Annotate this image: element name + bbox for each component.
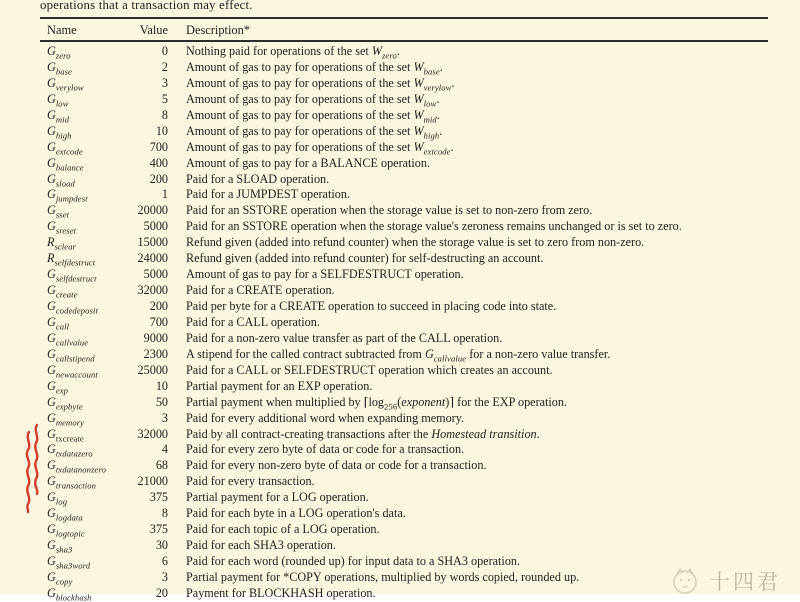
table-row: [0, 474, 800, 490]
name-cell: $G_{zero}$: [47, 44, 71, 61]
name-cell: $G_{sha3word}$: [47, 554, 91, 571]
name-cell: $G_{newaccount}$: [47, 362, 98, 380]
table-row: [0, 124, 800, 140]
table-row: [0, 363, 800, 379]
name-cell: $G_{sload}$: [47, 171, 75, 188]
value-cell: 400: [149, 155, 168, 170]
table-header: [0, 23, 800, 38]
table-row: [0, 203, 800, 219]
description-cell: Amount of gas to pay for operations of the set $W_{high}$.: [186, 123, 443, 141]
value-cell: 1: [161, 187, 168, 202]
value-cell: 700: [149, 139, 168, 154]
description-cell: Partial payment for a LOG operation.: [186, 490, 369, 505]
table-row: [0, 44, 800, 60]
value-cell: 375: [149, 490, 168, 505]
name-cell: $G_{jumpdest}$: [47, 187, 88, 204]
table-row: [0, 76, 800, 92]
table-row: [0, 235, 800, 251]
table-row: [0, 379, 800, 395]
description-cell: Paid for every non-zero byte of data or code for a transaction.: [186, 458, 487, 473]
table-row: [0, 490, 800, 506]
description-cell: Paid for each word (rounded up) for input data to a SHA3 operation.: [186, 554, 521, 568]
description-cell: Paid for each byte in a LOG operation's data.: [186, 506, 406, 521]
name-cell: $G_{callstipend}$: [47, 346, 95, 364]
table-row: [0, 458, 800, 474]
value-cell: 6: [161, 554, 168, 568]
description-cell: Paid for every transaction.: [186, 474, 315, 489]
table-row: [0, 60, 800, 76]
table-header-rule: [40, 40, 768, 42]
name-cell: $G_{callvalue}$: [47, 330, 89, 348]
description-cell: Amount of gas to pay for a SELFDESTRUCT operation.: [186, 267, 464, 282]
table-row: [0, 538, 800, 554]
value-cell: 3: [161, 410, 168, 425]
table-row: [0, 427, 800, 443]
intro-text: operations that a transaction may effect.: [40, 0, 253, 12]
description-cell: Paid for a non-zero value transfer as part of the CALL operation.: [186, 330, 503, 345]
value-cell: 30: [155, 538, 168, 553]
name-cell: $G_{mid}$: [47, 107, 70, 125]
description-cell: Refund given (added into refund counter) when the storage value is set to zero from non-zero.: [186, 235, 645, 250]
description-cell: Paid for a SLOAD operation.: [186, 171, 330, 186]
description-cell: Partial payment for *COPY operations, multiplied by words copied, rounded up.: [186, 569, 580, 584]
name-cell: $G_{verylow}$: [47, 75, 84, 93]
name-cell: $G_{high}$: [47, 123, 72, 141]
value-cell: 5: [161, 91, 168, 106]
table-row: [0, 315, 800, 331]
name-cell: $G_{sha3}$: [47, 538, 73, 555]
name-cell: $G_{expbyte}$: [47, 394, 83, 412]
name-cell: $G_{codedeposit}$: [47, 299, 98, 316]
name-cell: $G_{base}$: [47, 59, 72, 77]
description-cell: Partial payment when multiplied by $⌈\log_{256}(exponent)⌉$ for the EXP operation.: [186, 394, 568, 412]
table-row: [0, 442, 800, 458]
name-cell: $G_{txdatanonzero}$: [47, 458, 106, 475]
value-cell: 15000: [137, 235, 168, 250]
name-cell: $G_{txcreate}$: [47, 426, 84, 443]
value-cell: 0: [161, 44, 168, 58]
description-cell: Paid for a CALL or SELFDESTRUCT operation which creates an account.: [186, 362, 553, 377]
description-cell: Paid for a CALL operation.: [186, 314, 320, 329]
name-cell: $G_{selfdestruct}$: [47, 267, 97, 284]
table-row: [0, 283, 800, 299]
name-cell: $G_{create}$: [47, 283, 78, 300]
table-row: [0, 219, 800, 235]
watermark-text: 十四君: [709, 570, 781, 594]
description-cell: Amount of gas to pay for operations of the set $W_{low}$.: [186, 91, 440, 109]
value-cell: 200: [149, 299, 168, 313]
value-cell: 5000: [143, 267, 168, 282]
table-top-rule: [40, 17, 768, 19]
description-cell: Paid for every additional word when expanding memory.: [186, 410, 465, 425]
value-cell: 20: [155, 585, 168, 600]
value-cell: 50: [155, 394, 168, 409]
table-row: [0, 395, 800, 411]
description-cell: Payment for BLOCKHASH operation.: [186, 585, 376, 600]
value-cell: 4: [161, 442, 168, 457]
header-value: Value: [139, 23, 168, 37]
value-cell: 3: [161, 569, 168, 584]
value-cell: 9000: [143, 330, 168, 345]
name-cell: $G_{call}$: [47, 314, 70, 332]
name-cell: $G_{exp}$: [47, 378, 69, 396]
table-row: [0, 522, 800, 538]
value-cell: 10: [155, 378, 168, 393]
value-cell: 8: [161, 107, 168, 122]
table-row: [0, 140, 800, 156]
name-cell: $G_{logdata}$: [47, 506, 83, 523]
table-row: [0, 347, 800, 363]
description-cell: A stipend for the called contract subtracted from $G_{callvalue}$ for a non-zero value transfer.: [186, 346, 611, 364]
value-cell: 32000: [137, 426, 168, 441]
name-cell: $G_{memory}$: [47, 410, 85, 427]
value-cell: 2300: [143, 346, 168, 361]
description-cell: Paid for an SSTORE operation when the storage value's zeroness remains unchanged or is set to zero.: [186, 219, 682, 234]
name-cell: $G_{copy}$: [47, 569, 73, 587]
description-cell: Amount of gas to pay for operations of the set $W_{base}$.: [186, 59, 443, 77]
table-row: [0, 108, 800, 124]
name-cell: $G_{logtopic}$: [47, 522, 85, 539]
description-cell: Partial payment for an EXP operation.: [186, 378, 373, 393]
name-cell: $G_{low}$: [47, 91, 69, 109]
description-cell: Amount of gas to pay for operations of the set $W_{extcode}$.: [186, 139, 454, 157]
name-cell: $G_{sset}$: [47, 203, 70, 220]
value-cell: 21000: [137, 474, 168, 489]
table-row: [0, 92, 800, 108]
name-cell: $G_{txdatazero}$: [47, 442, 93, 459]
table-body: [0, 44, 800, 602]
value-cell: 25000: [137, 362, 168, 377]
name-cell: $G_{extcode}$: [47, 139, 83, 157]
description-cell: Amount of gas to pay for operations of the set $W_{mid}$.: [186, 107, 440, 125]
description-cell: Amount of gas to pay for a BALANCE operation.: [186, 155, 431, 170]
description-cell: Amount of gas to pay for operations of the set $W_{verylow}$.: [186, 75, 455, 93]
name-cell: $G_{blockhash}$: [47, 585, 92, 602]
name-cell: $G_{log}$: [47, 490, 68, 507]
table-row: [0, 299, 800, 315]
header-name: Name: [47, 23, 77, 37]
description-cell: Paid for every zero byte of data or code for a transaction.: [186, 442, 465, 457]
description-cell: Paid for an SSTORE operation when the storage value is set to non-zero from zero.: [186, 203, 593, 218]
table-row: [0, 506, 800, 522]
value-cell: 2: [161, 59, 168, 74]
description-cell: Paid for a CREATE operation.: [186, 283, 335, 298]
table-row: [0, 156, 800, 172]
table-row: [0, 187, 800, 203]
value-cell: 200: [149, 171, 168, 186]
value-cell: 10: [155, 123, 168, 138]
value-cell: 68: [155, 458, 168, 473]
description-cell: Paid by all contract-creating transactions after the Homestead transition.: [186, 426, 540, 441]
description-cell: Paid for a JUMPDEST operation.: [186, 187, 350, 202]
table-row: [0, 267, 800, 283]
name-cell: $G_{balance}$: [47, 155, 84, 172]
header-description: Description*: [186, 23, 251, 37]
description-cell: Nothing paid for operations of the set $W_{zero}$.: [186, 44, 400, 61]
cat-face-logo-icon: [670, 566, 700, 596]
table-row: [0, 172, 800, 188]
watermark: [670, 566, 781, 596]
table-row: [0, 251, 800, 267]
red-squiggle-annotation: [22, 422, 48, 518]
value-cell: 20000: [137, 203, 168, 218]
description-cell: Paid per byte for a CREATE operation to succeed in placing code into state.: [186, 299, 557, 313]
value-cell: 375: [149, 522, 168, 537]
value-cell: 24000: [137, 251, 168, 266]
description-cell: Refund given (added into refund counter) for self-destructing an account.: [186, 251, 544, 266]
table-row: [0, 411, 800, 427]
value-cell: 700: [149, 314, 168, 329]
description-cell: Paid for each SHA3 operation.: [186, 538, 336, 553]
name-cell: $G_{transaction}$: [47, 474, 97, 491]
value-cell: 5000: [143, 219, 168, 234]
name-cell: $R_{selfdestruct}$: [47, 251, 96, 268]
name-cell: $R_{sclear}$: [47, 235, 77, 252]
value-cell: 8: [161, 506, 168, 521]
value-cell: 3: [161, 75, 168, 90]
table-row: [0, 331, 800, 347]
value-cell: 32000: [137, 283, 168, 298]
description-cell: Paid for each topic of a LOG operation.: [186, 522, 380, 537]
name-cell: $G_{sreset}$: [47, 219, 77, 236]
